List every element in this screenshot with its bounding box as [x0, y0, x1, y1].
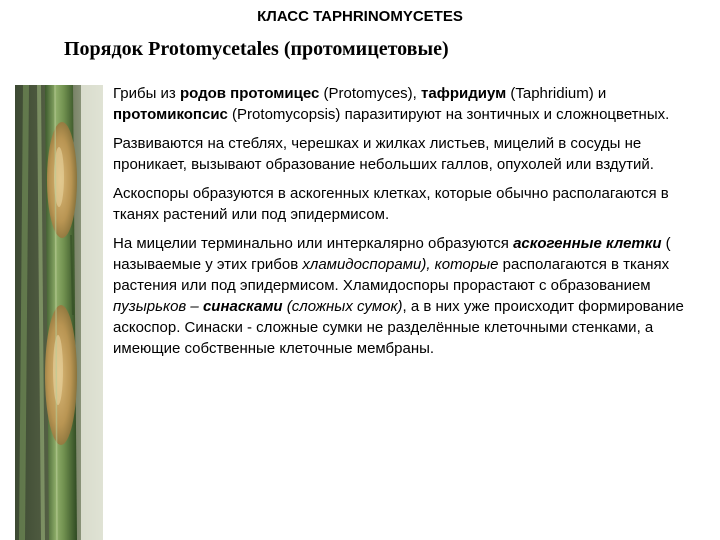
class-title: КЛАСС TAPHRINOMYCETES [257, 8, 463, 25]
text-segment: (Protomycopsis) паразитируют на зонтичных и сложноцветных. [227, 106, 670, 123]
text-segment-italic: пузырьков – [113, 298, 203, 315]
paragraph [113, 233, 703, 359]
text-segment-bold-italic [203, 298, 283, 315]
text-segment: (Taphridium) и [506, 85, 607, 102]
term-askogennye-kletki: аскогенные клетки [513, 235, 662, 252]
text-segment-bold: протомикопсис [113, 106, 228, 123]
text-segment-bold: тафридиум [421, 85, 507, 102]
text-segment: , а в них уже происходит формирование аскоспор. Синаски - сложные сумки не разделённые клеточными стенками, а имеющие собственные клеточные мембраны. [113, 298, 684, 357]
paragraph [113, 183, 703, 225]
text-segment: (Protomyces), [319, 85, 422, 102]
paragraph [113, 133, 703, 175]
text-segment-italic: (сложных сумок) [286, 298, 403, 315]
text-segment: На мицелии терминально или интеркалярно образуются [113, 235, 514, 252]
text-segment: Развиваются на стеблях, черешках и жилках листьев, мицелий в сосуды не проникает, вызывают образование небольших галлов, опухолей или вздутий. [113, 135, 654, 173]
content-text [113, 83, 703, 359]
text-segment: располагаются в тканях растения или под эпидермисом. Хламидоспоры прорастают с образованием [113, 256, 670, 294]
text-segment: ( называемые у этих грибов [113, 235, 671, 273]
paragraph [113, 83, 703, 125]
text-segment-bold-italic [513, 235, 661, 252]
term-sinaski: синасками [202, 298, 283, 315]
text-segment: Аскоспоры образуются в аскогенных клетках, которые обычно располагаются в тканях растений или под эпидермисом. [113, 185, 669, 223]
order-title: Порядок Protomycetales (протомицетовые) [64, 38, 449, 60]
text-segment-italic: хламидоспорами), которые [302, 256, 499, 273]
text-segment: Грибы из [113, 85, 180, 102]
text-segment-bold: родов протомицес [179, 85, 320, 102]
plant-stem-photo [15, 85, 103, 540]
